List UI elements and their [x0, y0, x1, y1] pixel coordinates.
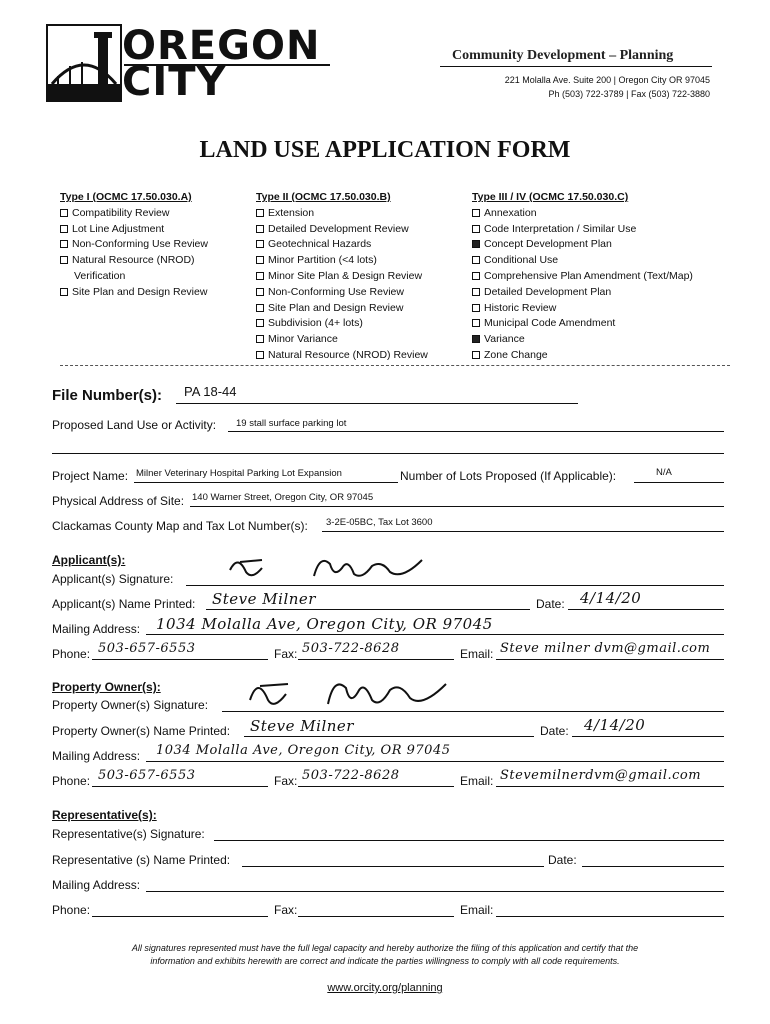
- type2-option[interactable]: [256, 285, 466, 301]
- checkbox-icon[interactable]: [60, 225, 68, 233]
- type3-option-label: Municipal Code Amendment: [484, 317, 616, 330]
- checkbox-icon[interactable]: [256, 351, 264, 359]
- checkbox-icon[interactable]: [60, 209, 68, 217]
- type3-option-label: Conditional Use: [484, 254, 559, 267]
- representative-email-label: Email:: [460, 903, 494, 917]
- file-number-line: [176, 403, 578, 404]
- applicant-date-value[interactable]: 4/14/20: [580, 589, 642, 607]
- type1-option-label: Lot Line Adjustment: [72, 222, 165, 235]
- representative-signature-label: Representative(s) Signature:: [52, 827, 205, 841]
- representative-mailing-line[interactable]: [146, 891, 724, 892]
- project-name-line: [134, 482, 398, 483]
- representative-email-line[interactable]: [496, 916, 724, 917]
- owner-signature-image: [240, 670, 460, 714]
- certification-note-line-1: All signatures represented must have the full legal capacity and hereby authorize the filing of this application and certify that the: [131, 943, 639, 953]
- type1-option[interactable]: [60, 253, 250, 269]
- site-address-value[interactable]: 140 Warner Street, Oregon City, OR 97045: [192, 492, 374, 503]
- file-number-value[interactable]: PA 18-44: [184, 384, 237, 399]
- checkbox-icon[interactable]: [472, 272, 480, 280]
- lots-label: Number of Lots Proposed (If Applicable):: [400, 469, 617, 483]
- lots-line: [634, 482, 724, 483]
- checkbox-icon[interactable]: [256, 335, 264, 343]
- type3-list: [472, 206, 732, 364]
- type2-option-label: Minor Variance: [268, 333, 338, 346]
- activity-label: Proposed Land Use or Activity:: [52, 418, 217, 432]
- checkbox-icon[interactable]: [256, 225, 264, 233]
- owner-phone-line: [92, 786, 268, 787]
- representative-heading: Representative(s):: [52, 808, 157, 822]
- owner-signature-label: Property Owner(s) Signature:: [52, 698, 209, 712]
- type1-option[interactable]: [60, 285, 250, 301]
- type2-option[interactable]: [256, 332, 466, 348]
- owner-name-line: [244, 736, 534, 737]
- owner-email-line: [496, 786, 724, 787]
- type2-option[interactable]: [256, 269, 466, 285]
- city-logo-emblem: [46, 24, 122, 102]
- representative-fax-label: Fax:: [274, 903, 298, 917]
- logo-word-city: CITY: [122, 59, 227, 105]
- planning-website-link[interactable]: www.orcity.org/planning: [327, 982, 443, 994]
- applicant-signature-image: [222, 550, 442, 586]
- type3-option-label: Variance: [484, 333, 525, 346]
- type3-column: [472, 190, 732, 364]
- owner-phone-value[interactable]: 503-657-6553: [98, 768, 196, 783]
- type2-option[interactable]: [256, 222, 466, 238]
- owner-date-label: Date:: [540, 724, 569, 738]
- type2-option[interactable]: [256, 206, 466, 222]
- checkbox-icon[interactable]: [256, 209, 264, 217]
- type3-option[interactable]: [472, 237, 732, 253]
- applicant-mailing-value[interactable]: 1034 Molalla Ave, Oregon City, OR 97045: [156, 615, 493, 633]
- checkbox-icon[interactable]: [256, 319, 264, 327]
- checkbox-icon[interactable]: [60, 288, 68, 296]
- applicant-phone-value[interactable]: 503-657-6553: [98, 641, 196, 656]
- owner-fax-label: Fax:: [274, 774, 298, 788]
- representative-mailing-label: Mailing Address:: [52, 878, 141, 892]
- applicant-name-value[interactable]: Steve Milner: [212, 590, 316, 608]
- type3-option-label: Historic Review: [484, 301, 557, 314]
- type3-option[interactable]: [472, 285, 732, 301]
- type3-option-label: Concept Development Plan: [484, 238, 612, 251]
- applicant-phone-line: [92, 659, 268, 660]
- checkbox-icon[interactable]: [472, 209, 480, 217]
- type3-option[interactable]: [472, 269, 732, 285]
- type2-option-label: Extension: [268, 206, 315, 219]
- checked-checkbox-icon[interactable]: [472, 335, 480, 343]
- checked-checkbox-icon[interactable]: [472, 240, 480, 248]
- applicant-email-value[interactable]: Steve milner dvm@gmail.com: [500, 641, 711, 656]
- applicant-fax-label: Fax:: [274, 647, 298, 661]
- applicant-date-label: Date:: [536, 597, 565, 611]
- activity-value[interactable]: 19 stall surface parking lot: [236, 418, 347, 429]
- type3-option-label: Zone Change: [484, 348, 548, 361]
- checkbox-icon[interactable]: [472, 319, 480, 327]
- type1-option-label: Site Plan and Design Review: [72, 285, 208, 298]
- type2-option-label: Subdivision (4+ lots): [268, 317, 363, 330]
- project-name-value[interactable]: Milner Veterinary Hospital Parking Lot Expansion: [136, 468, 342, 479]
- type2-option[interactable]: [256, 301, 466, 317]
- header-rule: [440, 66, 712, 67]
- type2-option-label: Non-Conforming Use Review: [268, 285, 404, 298]
- type1-option-label: Compatibility Review: [72, 206, 170, 219]
- site-address-line: [190, 506, 724, 507]
- type2-heading: Type II (OCMC 17.50.030.B): [256, 191, 391, 203]
- checkbox-icon[interactable]: [60, 240, 68, 248]
- type3-option[interactable]: [472, 348, 732, 364]
- owner-email-value[interactable]: Stevemilnerdvm@gmail.com: [500, 768, 702, 783]
- type3-option[interactable]: [472, 316, 732, 332]
- activity-line-2: [52, 453, 724, 454]
- checkbox-icon[interactable]: [472, 288, 480, 296]
- type2-option[interactable]: [256, 253, 466, 269]
- type3-option[interactable]: [472, 301, 732, 317]
- type1-option[interactable]: [60, 222, 250, 238]
- form-title: LAND USE APPLICATION FORM: [199, 137, 571, 163]
- owner-fax-value[interactable]: 503-722-8628: [302, 768, 400, 783]
- checkbox-icon[interactable]: [256, 256, 264, 264]
- map-tax-lot-line: [322, 531, 724, 532]
- type3-heading: Type III / IV (OCMC 17.50.030.C): [472, 191, 629, 203]
- applicant-phone-label: Phone:: [52, 647, 91, 661]
- owner-mailing-label: Mailing Address:: [52, 749, 141, 763]
- map-tax-lot-value[interactable]: 3-2E-05BC, Tax Lot 3600: [326, 517, 433, 528]
- certification-note: [60, 942, 710, 968]
- types-bottom-rule: [60, 365, 730, 366]
- applicant-email-label: Email:: [460, 647, 494, 661]
- owner-fax-line: [298, 786, 454, 787]
- type3-option[interactable]: [472, 253, 732, 269]
- checkbox-icon[interactable]: [256, 240, 264, 248]
- checkbox-icon[interactable]: [472, 256, 480, 264]
- representative-phone-label: Phone:: [52, 903, 91, 917]
- type2-option-label: Minor Site Plan & Design Review: [268, 269, 423, 282]
- type2-option-label: Site Plan and Design Review: [268, 301, 404, 314]
- applicant-date-line: [568, 609, 724, 610]
- type1-list: [60, 206, 250, 301]
- type1-option[interactable]: [60, 237, 250, 253]
- owner-mailing-value[interactable]: 1034 Molalla Ave, Oregon City, OR 97045: [156, 743, 451, 758]
- type2-option-label: Geotechnical Hazards: [268, 238, 372, 251]
- type1-option[interactable]: [60, 206, 250, 222]
- representative-date-line[interactable]: [582, 866, 724, 867]
- department-name: Community Development – Planning: [452, 48, 674, 63]
- lots-value[interactable]: N/A: [656, 467, 672, 478]
- type1-option-label: Verification: [74, 269, 126, 282]
- type3-option[interactable]: [472, 332, 732, 348]
- representative-signature-line[interactable]: [214, 840, 724, 841]
- applicant-name-line: [206, 609, 530, 610]
- type2-option-label: Natural Resource (NROD) Review: [268, 348, 428, 361]
- type3-option[interactable]: [472, 222, 732, 238]
- checkbox-icon[interactable]: [472, 304, 480, 312]
- applicant-name-label: Applicant(s) Name Printed:: [52, 597, 196, 611]
- owner-phone-label: Phone:: [52, 774, 91, 788]
- representative-name-line[interactable]: [242, 866, 544, 867]
- applicant-heading: Applicant(s):: [52, 553, 126, 567]
- department-contact: Ph (503) 722-3789 | Fax (503) 722-3880: [548, 89, 710, 99]
- logo-divider: [124, 64, 330, 66]
- owner-signature-line: [222, 711, 724, 712]
- applicant-fax-value[interactable]: 503-722-8628: [302, 641, 400, 656]
- file-number-label: File Number(s):: [52, 387, 163, 404]
- representative-fax-line[interactable]: [298, 916, 454, 917]
- owner-date-line: [572, 736, 724, 737]
- representative-phone-line[interactable]: [92, 916, 268, 917]
- type2-option[interactable]: [256, 316, 466, 332]
- representative-date-label: Date:: [548, 853, 577, 867]
- type1-option[interactable]: [60, 269, 250, 285]
- type2-option[interactable]: [256, 237, 466, 253]
- type3-option-label: Code Interpretation / Similar Use: [484, 222, 637, 235]
- type1-option-label: Natural Resource (NROD): [72, 254, 195, 267]
- type3-option-label: Comprehensive Plan Amendment (Text/Map): [484, 269, 693, 282]
- project-name-label: Project Name:: [52, 469, 129, 483]
- bridge-icon: [48, 26, 120, 100]
- checkbox-icon[interactable]: [256, 304, 264, 312]
- type2-option-label: Minor Partition (<4 lots): [268, 254, 377, 267]
- type3-option[interactable]: [472, 206, 732, 222]
- checkbox-icon[interactable]: [472, 225, 480, 233]
- type2-column: [256, 190, 466, 364]
- representative-name-label: Representative (s) Name Printed:: [52, 853, 231, 867]
- owner-email-label: Email:: [460, 774, 494, 788]
- owner-name-value[interactable]: Steve Milner: [250, 717, 354, 735]
- applicant-mailing-line: [146, 634, 724, 635]
- applicant-signature-label: Applicant(s) Signature:: [52, 572, 174, 586]
- type3-option-label: Detailed Development Plan: [484, 285, 612, 298]
- owner-date-value[interactable]: 4/14/20: [584, 716, 646, 734]
- checkbox-icon[interactable]: [256, 272, 264, 280]
- logo-word-oregon: OREGON: [122, 23, 321, 69]
- type1-option-label: Non-Conforming Use Review: [72, 238, 208, 251]
- checkbox-icon[interactable]: [472, 351, 480, 359]
- type3-option-label: Annexation: [484, 206, 537, 219]
- applicant-email-line: [496, 659, 724, 660]
- type2-list: [256, 206, 466, 364]
- applicant-signature-line: [186, 585, 724, 586]
- type2-option-label: Detailed Development Review: [268, 222, 409, 235]
- department-address: 221 Molalla Ave. Suite 200 | Oregon City OR 97045: [504, 75, 710, 85]
- applicant-mailing-label: Mailing Address:: [52, 622, 141, 636]
- checkbox-icon[interactable]: [60, 256, 68, 264]
- owner-mailing-line: [146, 761, 724, 762]
- type1-heading: Type I (OCMC 17.50.030.A): [60, 191, 192, 203]
- site-address-label: Physical Address of Site:: [52, 494, 185, 508]
- applicant-fax-line: [298, 659, 454, 660]
- checkbox-icon[interactable]: [256, 288, 264, 296]
- owner-name-label: Property Owner(s) Name Printed:: [52, 724, 231, 738]
- type1-column: [60, 190, 250, 301]
- owner-heading: Property Owner(s):: [52, 680, 161, 694]
- activity-line: [228, 431, 724, 432]
- type2-option[interactable]: [256, 348, 466, 364]
- certification-note-line-2: information and exhibits herewith are correct and indicate the parties willingness to comply with all code requirements.: [150, 956, 620, 966]
- map-tax-lot-label: Clackamas County Map and Tax Lot Number(s):: [52, 519, 308, 533]
